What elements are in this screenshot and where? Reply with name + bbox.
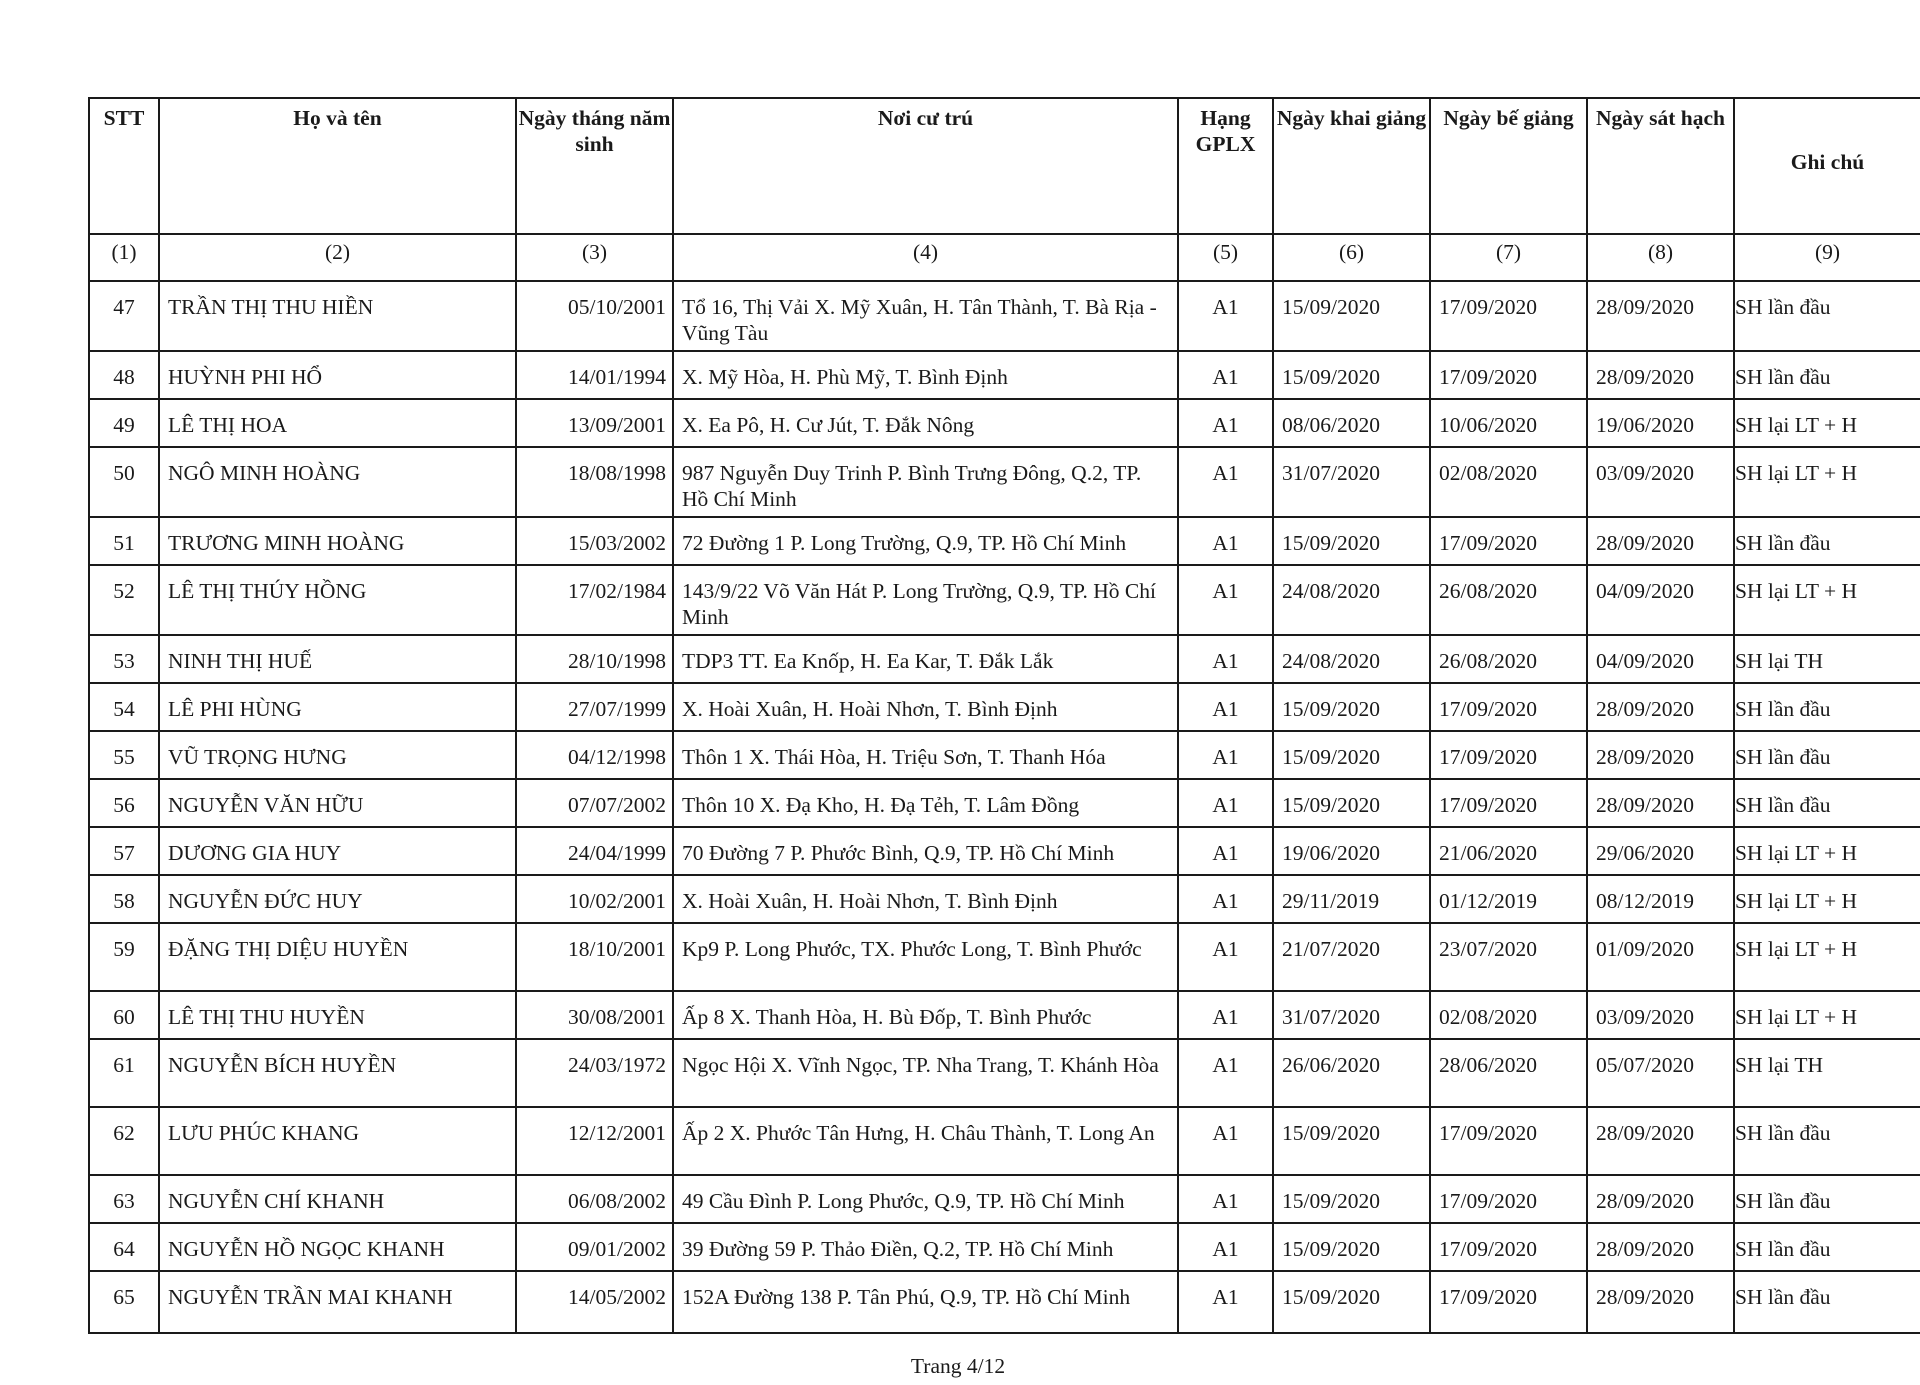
row-address: 49 Cầu Đình P. Long Phước, Q.9, TP. Hồ Chí Minh bbox=[673, 1175, 1178, 1223]
row-name: NGÔ MINH HOÀNG bbox=[159, 447, 516, 517]
row-stt: 47 bbox=[89, 281, 159, 351]
row-stt: 48 bbox=[89, 351, 159, 399]
table-row bbox=[89, 399, 1920, 447]
row-note: SH lại LT + H bbox=[1734, 991, 1920, 1039]
header-opening-date: Ngày khai giảng bbox=[1273, 98, 1430, 234]
row-closing-date: 17/09/2020 bbox=[1430, 281, 1587, 351]
table-row bbox=[89, 731, 1920, 779]
row-stt: 65 bbox=[89, 1271, 159, 1333]
row-exam-date: 01/09/2020 bbox=[1587, 923, 1734, 991]
table-row bbox=[89, 683, 1920, 731]
row-stt: 50 bbox=[89, 447, 159, 517]
row-closing-date: 17/09/2020 bbox=[1430, 517, 1587, 565]
row-closing-date: 02/08/2020 bbox=[1430, 447, 1587, 517]
row-note: SH lần đầu bbox=[1734, 351, 1920, 399]
row-opening-date: 24/08/2020 bbox=[1273, 565, 1430, 635]
row-name: LÊ PHI HÙNG bbox=[159, 683, 516, 731]
row-dob: 28/10/1998 bbox=[516, 635, 673, 683]
header-stt: STT bbox=[89, 98, 159, 234]
row-license-class: A1 bbox=[1178, 281, 1273, 351]
row-note: SH lại TH bbox=[1734, 1039, 1920, 1107]
row-note: SH lần đầu bbox=[1734, 731, 1920, 779]
row-opening-date: 24/08/2020 bbox=[1273, 635, 1430, 683]
row-opening-date: 15/09/2020 bbox=[1273, 779, 1430, 827]
row-dob: 15/03/2002 bbox=[516, 517, 673, 565]
row-stt: 64 bbox=[89, 1223, 159, 1271]
row-exam-date: 28/09/2020 bbox=[1587, 351, 1734, 399]
row-closing-date: 01/12/2019 bbox=[1430, 875, 1587, 923]
row-closing-date: 17/09/2020 bbox=[1430, 351, 1587, 399]
row-note: SH lần đầu bbox=[1734, 779, 1920, 827]
row-note: SH lại LT + H bbox=[1734, 399, 1920, 447]
row-stt: 55 bbox=[89, 731, 159, 779]
row-dob: 24/03/1972 bbox=[516, 1039, 673, 1107]
header-address: Nơi cư trú bbox=[673, 98, 1178, 234]
page-number: Trang 4/12 bbox=[910, 1354, 1006, 1378]
row-address: Thôn 10 X. Đạ Kho, H. Đạ Tẻh, T. Lâm Đồng bbox=[673, 779, 1178, 827]
row-stt: 62 bbox=[89, 1107, 159, 1175]
table-row bbox=[89, 1039, 1920, 1107]
row-note: SH lại LT + H bbox=[1734, 827, 1920, 875]
row-exam-date: 28/09/2020 bbox=[1587, 683, 1734, 731]
row-stt: 53 bbox=[89, 635, 159, 683]
row-name: TRƯƠNG MINH HOÀNG bbox=[159, 517, 516, 565]
row-opening-date: 26/06/2020 bbox=[1273, 1039, 1430, 1107]
row-stt: 52 bbox=[89, 565, 159, 635]
row-stt: 51 bbox=[89, 517, 159, 565]
row-opening-date: 08/06/2020 bbox=[1273, 399, 1430, 447]
row-license-class: A1 bbox=[1178, 875, 1273, 923]
header-exam-date: Ngày sát hạch bbox=[1587, 98, 1734, 234]
row-exam-date: 03/09/2020 bbox=[1587, 991, 1734, 1039]
row-dob: 12/12/2001 bbox=[516, 1107, 673, 1175]
table-row bbox=[89, 1223, 1920, 1271]
row-dob: 30/08/2001 bbox=[516, 991, 673, 1039]
row-address: 143/9/22 Võ Văn Hát P. Long Trường, Q.9, TP. Hồ Chí Minh bbox=[673, 565, 1178, 635]
row-license-class: A1 bbox=[1178, 1223, 1273, 1271]
column-number: (3) bbox=[516, 234, 673, 281]
row-opening-date: 29/11/2019 bbox=[1273, 875, 1430, 923]
table-row bbox=[89, 447, 1920, 517]
row-name: NGUYỄN BÍCH HUYỀN bbox=[159, 1039, 516, 1107]
row-license-class: A1 bbox=[1178, 447, 1273, 517]
row-dob: 04/12/1998 bbox=[516, 731, 673, 779]
row-exam-date: 28/09/2020 bbox=[1587, 1223, 1734, 1271]
row-opening-date: 15/09/2020 bbox=[1273, 281, 1430, 351]
row-note: SH lần đầu bbox=[1734, 1223, 1920, 1271]
table-row bbox=[89, 1271, 1920, 1333]
table-row bbox=[89, 779, 1920, 827]
row-note: SH lần đầu bbox=[1734, 281, 1920, 351]
row-name: NGUYỄN ĐỨC HUY bbox=[159, 875, 516, 923]
row-name: VŨ TRỌNG HƯNG bbox=[159, 731, 516, 779]
row-opening-date: 21/07/2020 bbox=[1273, 923, 1430, 991]
row-exam-date: 28/09/2020 bbox=[1587, 1107, 1734, 1175]
row-opening-date: 15/09/2020 bbox=[1273, 517, 1430, 565]
row-dob: 07/07/2002 bbox=[516, 779, 673, 827]
header-dob: Ngày tháng năm sinh bbox=[516, 98, 673, 234]
header-license-class: Hạng GPLX bbox=[1178, 98, 1273, 234]
row-address: Ấp 8 X. Thanh Hòa, H. Bù Đốp, T. Bình Phước bbox=[673, 991, 1178, 1039]
row-address: Tổ 16, Thị Vải X. Mỹ Xuân, H. Tân Thành, T. Bà Rịa - Vũng Tàu bbox=[673, 281, 1178, 351]
row-address: Ấp 2 X. Phước Tân Hưng, H. Châu Thành, T. Long An bbox=[673, 1107, 1178, 1175]
column-number: (2) bbox=[159, 234, 516, 281]
row-exam-date: 04/09/2020 bbox=[1587, 635, 1734, 683]
row-dob: 24/04/1999 bbox=[516, 827, 673, 875]
row-name: TRẦN THỊ THU HIỀN bbox=[159, 281, 516, 351]
table-row bbox=[89, 1107, 1920, 1175]
column-number: (8) bbox=[1587, 234, 1734, 281]
table-row bbox=[89, 517, 1920, 565]
row-license-class: A1 bbox=[1178, 683, 1273, 731]
row-exam-date: 29/06/2020 bbox=[1587, 827, 1734, 875]
row-opening-date: 15/09/2020 bbox=[1273, 1175, 1430, 1223]
row-stt: 60 bbox=[89, 991, 159, 1039]
row-address: 152A Đường 138 P. Tân Phú, Q.9, TP. Hồ Chí Minh bbox=[673, 1271, 1178, 1333]
table-row bbox=[89, 635, 1920, 683]
row-note: SH lại LT + H bbox=[1734, 565, 1920, 635]
header-row bbox=[89, 98, 1920, 234]
table-row bbox=[89, 827, 1920, 875]
row-license-class: A1 bbox=[1178, 565, 1273, 635]
row-license-class: A1 bbox=[1178, 1039, 1273, 1107]
row-note: SH lần đầu bbox=[1734, 1271, 1920, 1333]
row-address: Thôn 1 X. Thái Hòa, H. Triệu Sơn, T. Thanh Hóa bbox=[673, 731, 1178, 779]
table-row bbox=[89, 991, 1920, 1039]
column-number: (7) bbox=[1430, 234, 1587, 281]
row-stt: 57 bbox=[89, 827, 159, 875]
row-closing-date: 17/09/2020 bbox=[1430, 1223, 1587, 1271]
row-dob: 14/01/1994 bbox=[516, 351, 673, 399]
row-note: SH lại LT + H bbox=[1734, 923, 1920, 991]
row-address: X. Hoài Xuân, H. Hoài Nhơn, T. Bình Định bbox=[673, 875, 1178, 923]
row-stt: 58 bbox=[89, 875, 159, 923]
row-dob: 06/08/2002 bbox=[516, 1175, 673, 1223]
row-closing-date: 17/09/2020 bbox=[1430, 731, 1587, 779]
row-stt: 59 bbox=[89, 923, 159, 991]
row-address: 987 Nguyễn Duy Trinh P. Bình Trưng Đông, Q.2, TP. Hồ Chí Minh bbox=[673, 447, 1178, 517]
row-license-class: A1 bbox=[1178, 1175, 1273, 1223]
row-exam-date: 08/12/2019 bbox=[1587, 875, 1734, 923]
header-name: Họ và tên bbox=[159, 98, 516, 234]
student-roster-table bbox=[88, 97, 1920, 1334]
row-exam-date: 28/09/2020 bbox=[1587, 731, 1734, 779]
row-license-class: A1 bbox=[1178, 351, 1273, 399]
column-number: (1) bbox=[89, 234, 159, 281]
row-dob: 17/02/1984 bbox=[516, 565, 673, 635]
table-row bbox=[89, 565, 1920, 635]
row-name: NGUYỄN CHÍ KHANH bbox=[159, 1175, 516, 1223]
row-note: SH lần đầu bbox=[1734, 683, 1920, 731]
row-address: X. Hoài Xuân, H. Hoài Nhơn, T. Bình Định bbox=[673, 683, 1178, 731]
row-closing-date: 26/08/2020 bbox=[1430, 565, 1587, 635]
row-exam-date: 05/07/2020 bbox=[1587, 1039, 1734, 1107]
row-closing-date: 23/07/2020 bbox=[1430, 923, 1587, 991]
table-row bbox=[89, 1175, 1920, 1223]
row-note: SH lại TH bbox=[1734, 635, 1920, 683]
column-number: (4) bbox=[673, 234, 1178, 281]
table-row bbox=[89, 351, 1920, 399]
row-address: 70 Đường 7 P. Phước Bình, Q.9, TP. Hồ Chí Minh bbox=[673, 827, 1178, 875]
row-address: TDP3 TT. Ea Knốp, H. Ea Kar, T. Đắk Lắk bbox=[673, 635, 1178, 683]
row-dob: 27/07/1999 bbox=[516, 683, 673, 731]
row-name: LÊ THỊ THU HUYỀN bbox=[159, 991, 516, 1039]
row-note: SH lần đầu bbox=[1734, 517, 1920, 565]
row-stt: 54 bbox=[89, 683, 159, 731]
row-note: SH lần đầu bbox=[1734, 1175, 1920, 1223]
row-name: LÊ THỊ THÚY HỒNG bbox=[159, 565, 516, 635]
row-dob: 18/08/1998 bbox=[516, 447, 673, 517]
row-license-class: A1 bbox=[1178, 399, 1273, 447]
row-license-class: A1 bbox=[1178, 827, 1273, 875]
row-closing-date: 17/09/2020 bbox=[1430, 1107, 1587, 1175]
row-dob: 14/05/2002 bbox=[516, 1271, 673, 1333]
row-exam-date: 04/09/2020 bbox=[1587, 565, 1734, 635]
row-exam-date: 28/09/2020 bbox=[1587, 779, 1734, 827]
row-closing-date: 17/09/2020 bbox=[1430, 1175, 1587, 1223]
row-exam-date: 28/09/2020 bbox=[1587, 1271, 1734, 1333]
row-name: LƯU PHÚC KHANG bbox=[159, 1107, 516, 1175]
row-name: HUỲNH PHI HỔ bbox=[159, 351, 516, 399]
row-stt: 56 bbox=[89, 779, 159, 827]
table-row bbox=[89, 923, 1920, 991]
row-name: LÊ THỊ HOA bbox=[159, 399, 516, 447]
row-exam-date: 28/09/2020 bbox=[1587, 281, 1734, 351]
row-dob: 05/10/2001 bbox=[516, 281, 673, 351]
table-row bbox=[89, 281, 1920, 351]
row-dob: 10/02/2001 bbox=[516, 875, 673, 923]
row-opening-date: 15/09/2020 bbox=[1273, 351, 1430, 399]
row-stt: 63 bbox=[89, 1175, 159, 1223]
row-address: 72 Đường 1 P. Long Trường, Q.9, TP. Hồ Chí Minh bbox=[673, 517, 1178, 565]
row-exam-date: 28/09/2020 bbox=[1587, 517, 1734, 565]
row-opening-date: 19/06/2020 bbox=[1273, 827, 1430, 875]
column-number: (9) bbox=[1734, 234, 1920, 281]
row-dob: 09/01/2002 bbox=[516, 1223, 673, 1271]
column-number: (6) bbox=[1273, 234, 1430, 281]
row-stt: 49 bbox=[89, 399, 159, 447]
row-address: Kp9 P. Long Phước, TX. Phước Long, T. Bình Phước bbox=[673, 923, 1178, 991]
row-license-class: A1 bbox=[1178, 731, 1273, 779]
row-closing-date: 26/08/2020 bbox=[1430, 635, 1587, 683]
row-address: 39 Đường 59 P. Thảo Điền, Q.2, TP. Hồ Chí Minh bbox=[673, 1223, 1178, 1271]
row-name: NINH THỊ HUẾ bbox=[159, 635, 516, 683]
column-number: (5) bbox=[1178, 234, 1273, 281]
row-address: Ngọc Hội X. Vĩnh Ngọc, TP. Nha Trang, T. Khánh Hòa bbox=[673, 1039, 1178, 1107]
row-note: SH lần đầu bbox=[1734, 1107, 1920, 1175]
row-closing-date: 17/09/2020 bbox=[1430, 683, 1587, 731]
row-opening-date: 15/09/2020 bbox=[1273, 1271, 1430, 1333]
row-license-class: A1 bbox=[1178, 1107, 1273, 1175]
row-name: NGUYỄN TRẦN MAI KHANH bbox=[159, 1271, 516, 1333]
row-license-class: A1 bbox=[1178, 1271, 1273, 1333]
column-number-row bbox=[89, 234, 1920, 281]
row-address: X. Ea Pô, H. Cư Jút, T. Đắk Nông bbox=[673, 399, 1178, 447]
row-license-class: A1 bbox=[1178, 779, 1273, 827]
row-exam-date: 28/09/2020 bbox=[1587, 1175, 1734, 1223]
row-closing-date: 17/09/2020 bbox=[1430, 779, 1587, 827]
row-exam-date: 03/09/2020 bbox=[1587, 447, 1734, 517]
row-closing-date: 28/06/2020 bbox=[1430, 1039, 1587, 1107]
row-exam-date: 19/06/2020 bbox=[1587, 399, 1734, 447]
row-opening-date: 15/09/2020 bbox=[1273, 731, 1430, 779]
row-name: NGUYỄN HỒ NGỌC KHANH bbox=[159, 1223, 516, 1271]
row-license-class: A1 bbox=[1178, 923, 1273, 991]
row-opening-date: 15/09/2020 bbox=[1273, 683, 1430, 731]
header-closing-date: Ngày bế giảng bbox=[1430, 98, 1587, 234]
row-name: DƯƠNG GIA HUY bbox=[159, 827, 516, 875]
row-note: SH lại LT + H bbox=[1734, 875, 1920, 923]
row-stt: 61 bbox=[89, 1039, 159, 1107]
row-closing-date: 21/06/2020 bbox=[1430, 827, 1587, 875]
row-closing-date: 10/06/2020 bbox=[1430, 399, 1587, 447]
row-opening-date: 15/09/2020 bbox=[1273, 1107, 1430, 1175]
row-license-class: A1 bbox=[1178, 635, 1273, 683]
table-row bbox=[89, 875, 1920, 923]
row-license-class: A1 bbox=[1178, 517, 1273, 565]
row-address: X. Mỹ Hòa, H. Phù Mỹ, T. Bình Định bbox=[673, 351, 1178, 399]
row-note: SH lại LT + H bbox=[1734, 447, 1920, 517]
row-name: NGUYỄN VĂN HỮU bbox=[159, 779, 516, 827]
row-license-class: A1 bbox=[1178, 991, 1273, 1039]
row-closing-date: 02/08/2020 bbox=[1430, 991, 1587, 1039]
row-dob: 13/09/2001 bbox=[516, 399, 673, 447]
header-note: Ghi chú bbox=[1734, 98, 1920, 234]
row-name: ĐẶNG THỊ DIỆU HUYỀN bbox=[159, 923, 516, 991]
row-opening-date: 31/07/2020 bbox=[1273, 991, 1430, 1039]
row-opening-date: 31/07/2020 bbox=[1273, 447, 1430, 517]
row-closing-date: 17/09/2020 bbox=[1430, 1271, 1587, 1333]
row-dob: 18/10/2001 bbox=[516, 923, 673, 991]
row-opening-date: 15/09/2020 bbox=[1273, 1223, 1430, 1271]
